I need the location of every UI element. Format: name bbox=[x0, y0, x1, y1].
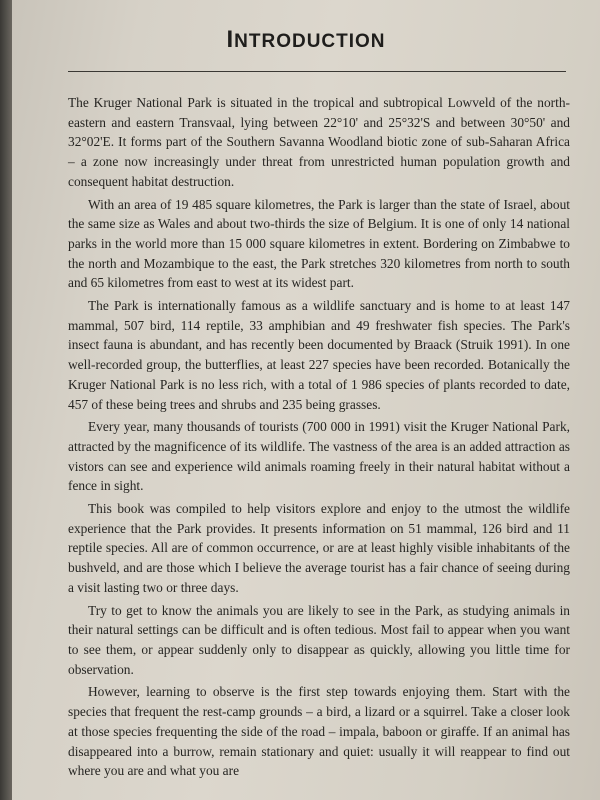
body-text bbox=[68, 93, 570, 784]
paragraph-6: Try to get to know the animals you are likely to see in the Park, as studying animals in their natural settings can be difficult and is often tedious. Most fail to appear when you want to see them, or appear suddenly only to disappear as quickly, allowing you little time for observation. bbox=[68, 602, 570, 677]
chapter-title-initial: I bbox=[226, 26, 235, 53]
paragraph-4: Every year, many thousands of tourists (700 000 in 1991) visit the Kruger National Park, attracted by the magnificence of its wildlife. The vastness of the area is an added attraction as vistors can see and experience wild animals roaming freely in their natural habitat without a fence in sight. bbox=[68, 419, 570, 494]
chapter-title-rest: NTRODUCTION bbox=[234, 31, 386, 52]
title-rule bbox=[68, 71, 566, 72]
chapter-title bbox=[12, 26, 600, 54]
book-page bbox=[12, 0, 600, 800]
paragraph-1: The Kruger National Park is situated in the tropical and subtropical Lowveld of the north-eastern and eastern Transvaal, lying between 22°10' and 25°32'S and between 30°50' and 32°02'E. It forms part of the Southern Savanna Woodland biotic zone of sub-Saharan Africa – a zone now increasingly under threat from unrestricted human population growth and consequent habitat destruction. bbox=[68, 95, 570, 189]
paragraph-7: However, learning to observe is the first step towards enjoying them. Start with the species that frequent the rest-camp grounds – a bird, a lizard or a squirrel. Take a closer look at those species frequenting the side of the road – impala, baboon or giraffe. If an animal has disappeared into a burrow, remain stationary and quiet: usually it will reappear to find out where you are and what you are bbox=[68, 684, 570, 779]
book-gutter bbox=[0, 0, 12, 800]
paragraph-3: The Park is internationally famous as a wildlife sanctuary and is home to at least 147 mammal, 507 bird, 114 reptile, 33 amphibian and 49 freshwater fish species. The Park's insect fauna is abundant, and has recently been documented by Braack (Struik 1991). In one well-recorded group, the butterflies, at least 227 species have been recorded. Botanically the Kruger National Park is no less rich, with a total of 1 986 species of plants recorded to date, 457 of these being trees and shrubs and 235 being grasses. bbox=[68, 298, 570, 412]
paragraph-5: This book was compiled to help visitors explore and enjoy to the utmost the wildlife experience that the Park provides. It presents information on 51 mammal, 126 bird and 11 reptile species. All are of common occurrence, or are at least highly visible inhabitants of the bushveld, and are those which I believe the average tourist has a fair chance of seeing during a visit lasting two or three days. bbox=[68, 501, 570, 595]
paragraph-2: With an area of 19 485 square kilometres, the Park is larger than the state of Israel, about the same size as Wales and about two-thirds the size of Belgium. It is one of only 14 national parks in the world more than 15 000 square kilometres in extent. Bordering on Zimbabwe to the north and Mozambique to the east, the Park stretches 320 kilometres from north to south and 65 kilometres from east to west at its widest part. bbox=[68, 196, 570, 291]
